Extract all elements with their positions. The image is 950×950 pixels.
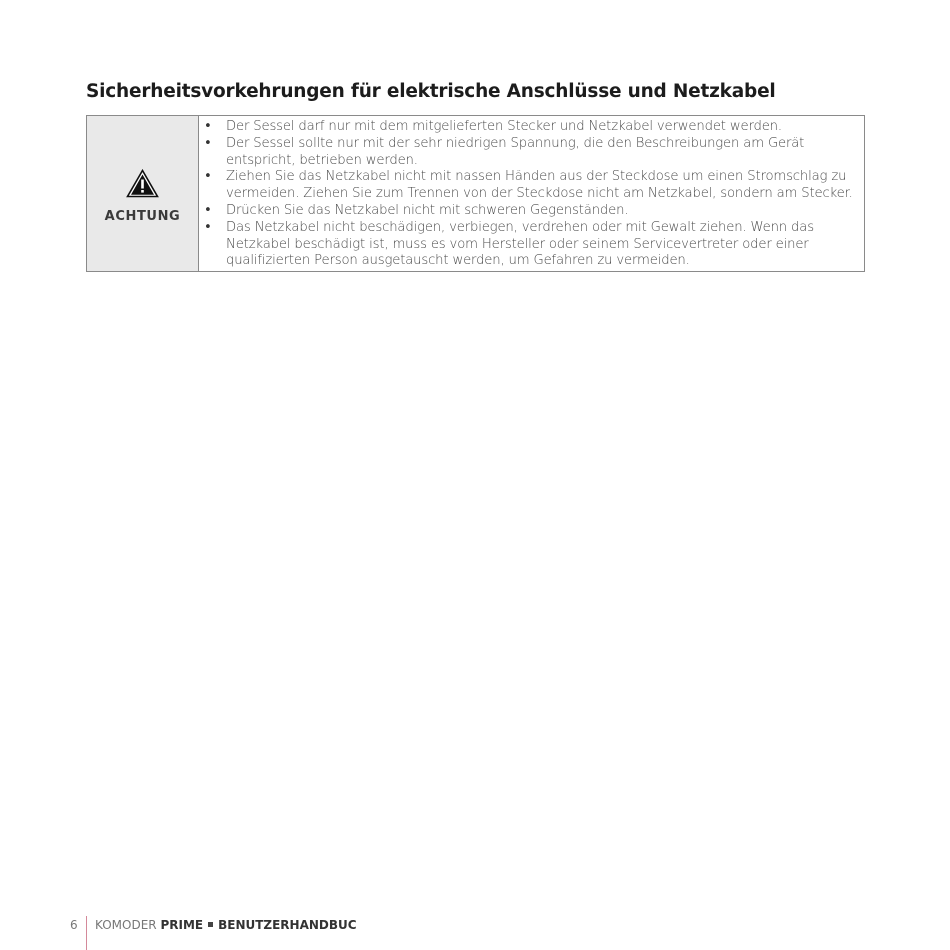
list-item: • Ziehen Sie das Netzkabel nicht mit nassen Händen aus der Steckdose um einen Stromschlag zu vermeiden. Ziehen Sie zum Trennen von der Steckdose nicht am Netzkabel, sondern am Stecker. — [204, 169, 853, 202]
list-item: • Das Netzkabel nicht beschädigen, verbiegen, verdrehen oder mit Gewalt ziehen. Wenn das Netzkabel beschädigt ist, muss es vom Hersteller oder seinem Servicevertreter oder einer qualifizierten Person ausgetauscht werden, um Gefahren zu vermeiden. — [204, 219, 814, 269]
warning-label: ACHTUNG — [104, 209, 181, 224]
footer-doc-title: BENUTZERHANDBUC — [218, 918, 357, 932]
footer-title — [95, 916, 357, 934]
footer-brand: KOMODER — [95, 918, 157, 932]
footer-model: PRIME — [160, 918, 204, 932]
bullet-icon: • — [204, 169, 212, 185]
list-item: • Der Sessel darf nur mit dem mitgelieferten Stecker und Netzkabel verwendet werden. — [204, 119, 782, 134]
warning-box — [86, 115, 865, 272]
warning-side-panel — [87, 116, 199, 271]
footer-divider — [86, 916, 87, 950]
warning-content — [199, 116, 864, 271]
list-item: • Drücken Sie das Netzkabel nicht mit schweren Gegenständen. — [204, 202, 629, 218]
section-heading: Sicherheitsvorkehrungen für elektrische Anschlüsse und Netzkabel — [86, 81, 776, 102]
page-number: 6 — [70, 918, 78, 932]
warning-triangle-icon — [126, 169, 159, 198]
bullet-icon: • — [204, 202, 212, 218]
warning-list — [199, 119, 856, 270]
list-item: • Der Sessel sollte nur mit der sehr niedrigen Spannung, die den Beschreibungen am Gerät entspricht, betrieben werden. — [204, 135, 805, 168]
bullet-icon: • — [204, 135, 212, 151]
bullet-icon: • — [204, 119, 212, 134]
page-footer — [70, 916, 357, 950]
separator-square-icon — [208, 922, 213, 927]
bullet-icon: • — [204, 219, 212, 235]
